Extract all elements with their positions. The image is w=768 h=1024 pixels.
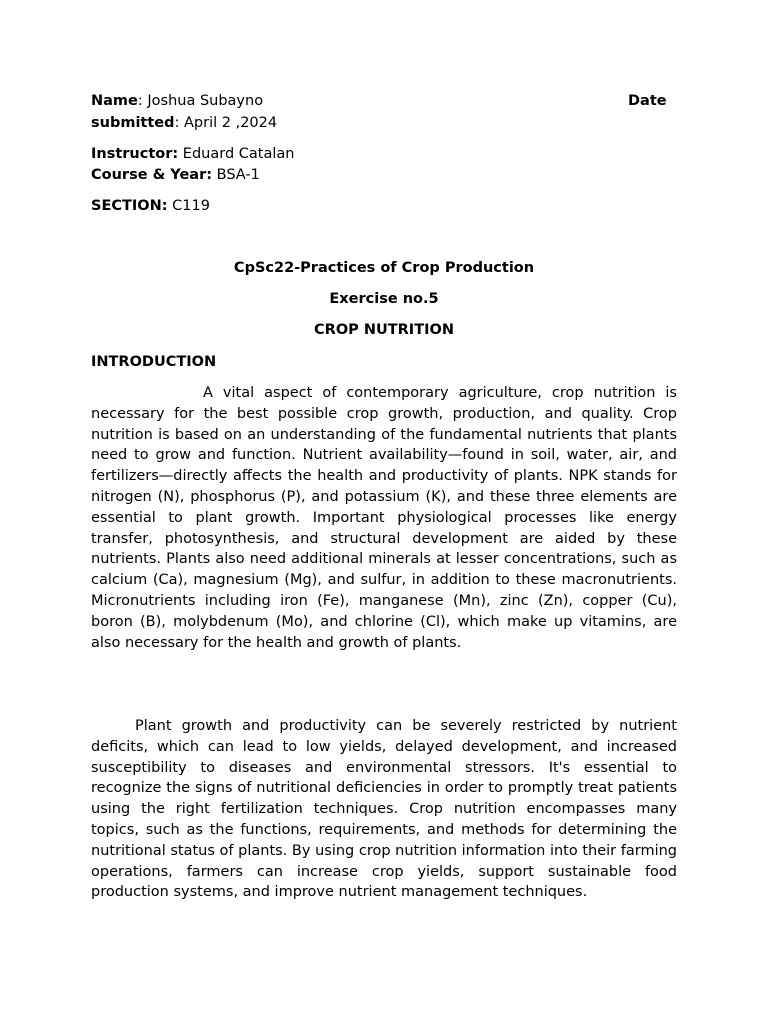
exercise-title: Exercise no.5 [329,291,439,307]
instructor-line [91,144,294,165]
instructor-value: Eduard Catalan [178,146,295,162]
instructor-label: Instructor: [91,146,179,162]
section-label: SECTION: [91,198,168,214]
name-label: Name [91,93,138,109]
section-line [91,196,210,217]
submitted-label: submitted [91,115,175,131]
topic-title: CROP NUTRITION [314,322,454,338]
course-title: CpSc22-Practices of Crop Production [233,260,535,276]
submitted-value: : April 2 ,2024 [174,115,278,131]
course-label: Course & Year: [91,167,213,183]
name-value: : Joshua Subayno [137,93,264,109]
date-label: Date [628,93,667,109]
course-line [91,165,260,186]
course-value: BSA-1 [212,167,260,183]
name-line [91,91,263,112]
introduction-paragraph-1: A vital aspect of contemporary agriculture, crop nutrition is necessary for the best possible crop growth, production, and quality. Crop nutrition is based on an understanding of the fundamental nutrients that plants need to grow and function. Nutrient availability—found in soil, water, air, and fertilizers—directly affects the health and productivity of plants. NPK stands for nitrogen (N), phosphorus (P), and potassium (K), and these three elements are essential to plant growth. Important physiological processes like energy transfer, photosynthesis, and structural development are aided by these nutrients. Plants also need additional minerals at lesser concentrations, such as calcium (Ca), magnesium (Mg), and sulfur, in addition to these macronutrients. Micronutrients including iron (Fe), manganese (Mn), zinc (Zn), copper (Cu), boron (B), molybdenum (Mo), and chlorine (Cl), which make up vitamins, are also necessary for the health and growth of plants. [91,385,677,651]
submitted-line [91,113,277,134]
section-value: C119 [167,198,210,214]
introduction-paragraph-2: Plant growth and productivity can be severely restricted by nutrient deficits, which can lead to low yields, delayed development, and increased susceptibility to diseases and environmental stressors. It's essential to recognize the signs of nutritional deficiencies in order to promptly treat patients using the right fertilization techniques. Crop nutrition encompasses many topics, such as the functions, requirements, and methods for determining the nutritional status of plants. By using crop nutrition information into their farming operations, farmers can increase crop yields, support sustainable food production systems, and improve nutrient management techniques. [91,718,677,901]
introduction-heading: INTRODUCTION [91,354,217,370]
